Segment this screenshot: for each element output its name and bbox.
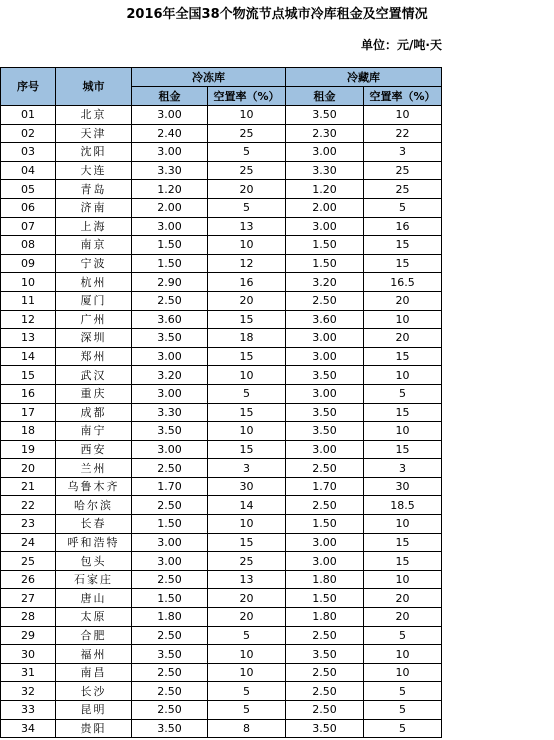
cell-city: 大连 [56, 161, 132, 180]
cell-city: 深圳 [56, 329, 132, 348]
cell-frozen-rent: 1.50 [132, 254, 208, 273]
cell-city: 南京 [56, 236, 132, 255]
cell-frozen-rent: 3.00 [132, 347, 208, 366]
cell-city: 成都 [56, 403, 132, 422]
cell-chilled-vacancy: 20 [364, 291, 442, 310]
cell-city: 福州 [56, 645, 132, 664]
cell-seq: 12 [1, 310, 56, 329]
cell-city: 合肥 [56, 626, 132, 645]
cell-seq: 34 [1, 719, 56, 738]
cell-seq: 17 [1, 403, 56, 422]
table-row [1, 236, 442, 255]
cell-city: 乌鲁木齐 [56, 477, 132, 496]
table-row [1, 273, 442, 292]
cell-frozen-vacancy: 10 [208, 663, 286, 682]
cell-frozen-vacancy: 14 [208, 496, 286, 515]
cell-chilled-vacancy: 3 [364, 143, 442, 162]
cell-chilled-rent: 3.00 [286, 329, 364, 348]
cell-chilled-rent: 3.00 [286, 347, 364, 366]
cell-seq: 21 [1, 477, 56, 496]
header-frozen-rent: 租金 [132, 87, 208, 106]
table-row [1, 608, 442, 627]
table-row [1, 589, 442, 608]
cell-seq: 14 [1, 347, 56, 366]
cell-frozen-vacancy: 15 [208, 403, 286, 422]
cell-seq: 08 [1, 236, 56, 255]
cell-seq: 28 [1, 608, 56, 627]
table-row [1, 477, 442, 496]
cell-frozen-vacancy: 10 [208, 515, 286, 534]
cell-chilled-rent: 3.30 [286, 161, 364, 180]
table-row [1, 663, 442, 682]
cell-frozen-rent: 3.50 [132, 645, 208, 664]
table-row [1, 570, 442, 589]
cell-seq: 02 [1, 124, 56, 143]
table-row [1, 143, 442, 162]
cell-city: 石家庄 [56, 570, 132, 589]
cell-frozen-rent: 3.60 [132, 310, 208, 329]
cell-seq: 18 [1, 422, 56, 441]
cell-chilled-rent: 2.50 [286, 663, 364, 682]
cell-city: 天津 [56, 124, 132, 143]
cell-chilled-vacancy: 15 [364, 347, 442, 366]
cell-chilled-vacancy: 15 [364, 552, 442, 571]
table-row [1, 124, 442, 143]
cell-seq: 04 [1, 161, 56, 180]
cell-city: 贵阳 [56, 719, 132, 738]
cell-frozen-rent: 3.00 [132, 440, 208, 459]
cell-city: 重庆 [56, 384, 132, 403]
cell-seq: 29 [1, 626, 56, 645]
cell-chilled-rent: 2.30 [286, 124, 364, 143]
cell-chilled-vacancy: 5 [364, 719, 442, 738]
cell-frozen-vacancy: 15 [208, 533, 286, 552]
cell-frozen-vacancy: 5 [208, 701, 286, 720]
page-title: 2016年全国38个物流节点城市冷库租金及空置情况 [126, 7, 428, 22]
cell-chilled-rent: 3.00 [286, 533, 364, 552]
cell-frozen-vacancy: 13 [208, 217, 286, 236]
cell-chilled-rent: 2.50 [286, 496, 364, 515]
cell-seq: 27 [1, 589, 56, 608]
table-row [1, 254, 442, 273]
cell-frozen-vacancy: 20 [208, 291, 286, 310]
table-row [1, 384, 442, 403]
cell-frozen-vacancy: 12 [208, 254, 286, 273]
cell-city: 济南 [56, 198, 132, 217]
cell-frozen-vacancy: 16 [208, 273, 286, 292]
cell-chilled-vacancy: 5 [364, 384, 442, 403]
cell-seq: 24 [1, 533, 56, 552]
cell-chilled-rent: 1.50 [286, 236, 364, 255]
cell-frozen-rent: 2.50 [132, 570, 208, 589]
cell-city: 厦门 [56, 291, 132, 310]
cell-frozen-vacancy: 13 [208, 570, 286, 589]
cell-city: 武汉 [56, 366, 132, 385]
cell-chilled-rent: 3.00 [286, 552, 364, 571]
cell-seq: 07 [1, 217, 56, 236]
cell-frozen-vacancy: 20 [208, 589, 286, 608]
cell-seq: 32 [1, 682, 56, 701]
cell-frozen-vacancy: 5 [208, 626, 286, 645]
cell-seq: 26 [1, 570, 56, 589]
cell-frozen-vacancy: 10 [208, 236, 286, 255]
cell-seq: 30 [1, 645, 56, 664]
cell-frozen-vacancy: 20 [208, 180, 286, 199]
cell-frozen-rent: 2.50 [132, 701, 208, 720]
cell-city: 南昌 [56, 663, 132, 682]
cell-frozen-vacancy: 15 [208, 440, 286, 459]
table-row [1, 329, 442, 348]
cell-frozen-rent: 1.50 [132, 589, 208, 608]
cell-chilled-vacancy: 16 [364, 217, 442, 236]
cell-city: 南宁 [56, 422, 132, 441]
unit-label: 单位：元/吨·天 [361, 38, 442, 52]
cell-frozen-rent: 3.30 [132, 161, 208, 180]
cell-city: 呼和浩特 [56, 533, 132, 552]
cell-chilled-vacancy: 10 [364, 515, 442, 534]
cell-chilled-vacancy: 25 [364, 180, 442, 199]
cell-frozen-rent: 1.80 [132, 608, 208, 627]
header-frozen-vacancy: 空置率（%） [208, 87, 286, 106]
table-row [1, 682, 442, 701]
cell-chilled-vacancy: 10 [364, 663, 442, 682]
cell-frozen-vacancy: 30 [208, 477, 286, 496]
cell-chilled-rent: 3.60 [286, 310, 364, 329]
cell-city: 上海 [56, 217, 132, 236]
cell-city: 宁波 [56, 254, 132, 273]
header-chilled: 冷藏库 [286, 68, 442, 87]
cell-chilled-rent: 1.80 [286, 570, 364, 589]
cell-chilled-vacancy: 10 [364, 422, 442, 441]
cell-city: 西安 [56, 440, 132, 459]
cell-chilled-vacancy: 5 [364, 198, 442, 217]
header-frozen: 冷冻库 [132, 68, 286, 87]
cell-frozen-rent: 3.20 [132, 366, 208, 385]
cell-city: 长沙 [56, 682, 132, 701]
header-chilled-vacancy: 空置率（%） [364, 87, 442, 106]
cell-chilled-vacancy: 20 [364, 608, 442, 627]
cell-seq: 03 [1, 143, 56, 162]
cell-frozen-rent: 3.00 [132, 552, 208, 571]
table-row [1, 515, 442, 534]
cell-chilled-vacancy: 22 [364, 124, 442, 143]
cell-chilled-rent: 2.00 [286, 198, 364, 217]
cell-chilled-vacancy: 10 [364, 106, 442, 125]
cell-frozen-rent: 3.00 [132, 217, 208, 236]
cell-frozen-rent: 3.00 [132, 106, 208, 125]
cell-chilled-rent: 3.00 [286, 384, 364, 403]
cell-frozen-rent: 2.50 [132, 663, 208, 682]
cell-chilled-vacancy: 5 [364, 626, 442, 645]
table-row [1, 217, 442, 236]
cell-frozen-rent: 3.00 [132, 384, 208, 403]
cell-seq: 19 [1, 440, 56, 459]
cell-seq: 01 [1, 106, 56, 125]
cell-seq: 25 [1, 552, 56, 571]
cell-chilled-vacancy: 3 [364, 459, 442, 478]
cell-seq: 16 [1, 384, 56, 403]
cell-frozen-rent: 2.90 [132, 273, 208, 292]
cell-frozen-vacancy: 25 [208, 552, 286, 571]
cell-chilled-rent: 1.50 [286, 589, 364, 608]
table-row [1, 403, 442, 422]
cell-chilled-rent: 3.50 [286, 422, 364, 441]
cell-city: 包头 [56, 552, 132, 571]
cell-seq: 11 [1, 291, 56, 310]
cell-chilled-rent: 3.20 [286, 273, 364, 292]
table-row [1, 180, 442, 199]
cell-seq: 15 [1, 366, 56, 385]
cell-city: 杭州 [56, 273, 132, 292]
table-body [1, 106, 442, 738]
cell-chilled-vacancy: 15 [364, 440, 442, 459]
table-row [1, 626, 442, 645]
cell-frozen-rent: 1.20 [132, 180, 208, 199]
table-row [1, 719, 442, 738]
cell-chilled-rent: 3.50 [286, 106, 364, 125]
cell-chilled-rent: 1.20 [286, 180, 364, 199]
cell-chilled-vacancy: 15 [364, 533, 442, 552]
cell-frozen-rent: 1.70 [132, 477, 208, 496]
cell-city: 青岛 [56, 180, 132, 199]
cell-city: 长春 [56, 515, 132, 534]
cell-seq: 33 [1, 701, 56, 720]
cell-city: 唐山 [56, 589, 132, 608]
cell-chilled-vacancy: 5 [364, 682, 442, 701]
cell-chilled-vacancy: 30 [364, 477, 442, 496]
cell-chilled-rent: 1.50 [286, 515, 364, 534]
cell-frozen-vacancy: 8 [208, 719, 286, 738]
table-row [1, 440, 442, 459]
cell-chilled-rent: 3.00 [286, 440, 364, 459]
cell-frozen-vacancy: 5 [208, 384, 286, 403]
table-row [1, 552, 442, 571]
cell-frozen-rent: 1.50 [132, 515, 208, 534]
cell-city: 沈阳 [56, 143, 132, 162]
cell-frozen-rent: 1.50 [132, 236, 208, 255]
cell-frozen-rent: 2.50 [132, 291, 208, 310]
cell-seq: 23 [1, 515, 56, 534]
cell-frozen-rent: 3.00 [132, 533, 208, 552]
table-row [1, 310, 442, 329]
cell-chilled-vacancy: 5 [364, 701, 442, 720]
cell-frozen-vacancy: 25 [208, 124, 286, 143]
header-chilled-rent: 租金 [286, 87, 364, 106]
cell-seq: 13 [1, 329, 56, 348]
cell-frozen-vacancy: 5 [208, 198, 286, 217]
cell-seq: 10 [1, 273, 56, 292]
table-row [1, 366, 442, 385]
cell-frozen-vacancy: 3 [208, 459, 286, 478]
cell-chilled-vacancy: 15 [364, 254, 442, 273]
rent-table [0, 67, 442, 738]
cell-frozen-rent: 2.50 [132, 496, 208, 515]
cell-frozen-rent: 2.50 [132, 626, 208, 645]
cell-frozen-rent: 3.50 [132, 329, 208, 348]
cell-chilled-rent: 2.50 [286, 291, 364, 310]
cell-seq: 22 [1, 496, 56, 515]
cell-chilled-rent: 1.50 [286, 254, 364, 273]
cell-chilled-vacancy: 10 [364, 645, 442, 664]
cell-seq: 06 [1, 198, 56, 217]
table-row [1, 106, 442, 125]
cell-chilled-vacancy: 20 [364, 589, 442, 608]
cell-frozen-rent: 3.50 [132, 422, 208, 441]
cell-chilled-rent: 3.50 [286, 366, 364, 385]
cell-frozen-rent: 3.00 [132, 143, 208, 162]
cell-chilled-rent: 3.50 [286, 645, 364, 664]
cell-seq: 09 [1, 254, 56, 273]
cell-frozen-vacancy: 5 [208, 682, 286, 701]
cell-seq: 31 [1, 663, 56, 682]
header-seq: 序号 [1, 68, 56, 106]
cell-chilled-rent: 3.00 [286, 217, 364, 236]
cell-seq: 05 [1, 180, 56, 199]
cell-city: 昆明 [56, 701, 132, 720]
header-city: 城市 [56, 68, 132, 106]
cell-frozen-vacancy: 10 [208, 366, 286, 385]
cell-chilled-rent: 1.70 [286, 477, 364, 496]
cell-chilled-vacancy: 25 [364, 161, 442, 180]
table-header [1, 68, 442, 106]
cell-city: 广州 [56, 310, 132, 329]
cell-city: 哈尔滨 [56, 496, 132, 515]
cell-chilled-rent: 3.00 [286, 143, 364, 162]
cell-chilled-rent: 3.50 [286, 719, 364, 738]
cell-frozen-rent: 2.50 [132, 459, 208, 478]
cell-frozen-vacancy: 20 [208, 608, 286, 627]
cell-chilled-rent: 2.50 [286, 701, 364, 720]
cell-chilled-rent: 2.50 [286, 459, 364, 478]
cell-frozen-vacancy: 10 [208, 422, 286, 441]
cell-chilled-vacancy: 10 [364, 366, 442, 385]
table-row [1, 645, 442, 664]
cell-chilled-vacancy: 20 [364, 329, 442, 348]
cell-chilled-vacancy: 16.5 [364, 273, 442, 292]
cell-frozen-vacancy: 10 [208, 645, 286, 664]
table-row [1, 496, 442, 515]
table-row [1, 459, 442, 478]
cell-chilled-rent: 2.50 [286, 682, 364, 701]
table-row [1, 347, 442, 366]
cell-frozen-vacancy: 15 [208, 347, 286, 366]
cell-city: 太原 [56, 608, 132, 627]
cell-frozen-vacancy: 5 [208, 143, 286, 162]
cell-chilled-rent: 1.80 [286, 608, 364, 627]
cell-chilled-rent: 2.50 [286, 626, 364, 645]
cell-chilled-vacancy: 15 [364, 403, 442, 422]
cell-chilled-rent: 3.50 [286, 403, 364, 422]
cell-frozen-rent: 2.50 [132, 682, 208, 701]
cell-frozen-vacancy: 25 [208, 161, 286, 180]
table-row [1, 422, 442, 441]
cell-city: 郑州 [56, 347, 132, 366]
cell-frozen-rent: 3.50 [132, 719, 208, 738]
table-row [1, 533, 442, 552]
cell-city: 兰州 [56, 459, 132, 478]
cell-frozen-rent: 3.30 [132, 403, 208, 422]
cell-frozen-rent: 2.40 [132, 124, 208, 143]
cell-chilled-vacancy: 10 [364, 570, 442, 589]
cell-frozen-vacancy: 15 [208, 310, 286, 329]
table-row [1, 161, 442, 180]
cell-chilled-vacancy: 18.5 [364, 496, 442, 515]
table-row [1, 198, 442, 217]
cell-seq: 20 [1, 459, 56, 478]
cell-frozen-vacancy: 18 [208, 329, 286, 348]
cell-chilled-vacancy: 15 [364, 236, 442, 255]
table-row [1, 291, 442, 310]
table-row [1, 701, 442, 720]
cell-city: 北京 [56, 106, 132, 125]
cell-chilled-vacancy: 10 [364, 310, 442, 329]
cell-frozen-vacancy: 10 [208, 106, 286, 125]
cell-frozen-rent: 2.00 [132, 198, 208, 217]
